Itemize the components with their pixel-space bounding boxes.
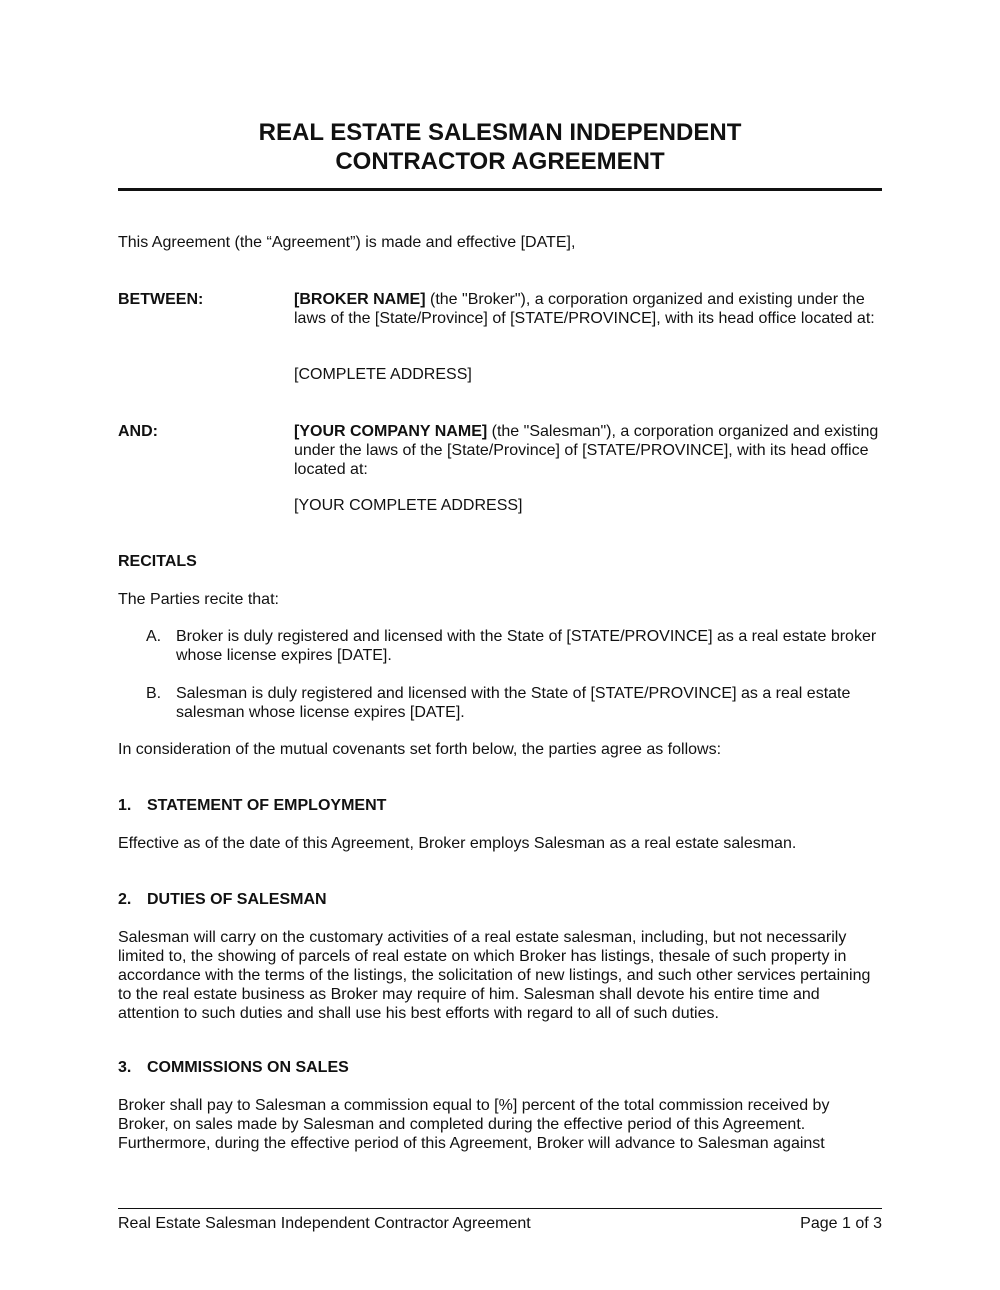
title-line-2: CONTRACTOR AGREEMENT — [335, 148, 665, 175]
section-1-title: STATEMENT OF EMPLOYMENT — [147, 797, 387, 814]
recitals-heading: RECITALS — [118, 553, 197, 570]
section-2-body: Salesman will carry on the customary activities of a real estate salesman, including, but not necessarily limited to, the showing of parcels of real estate on which Broker has listings, thesale of such property in accordance with the terms of the listings, the solicitation of new listings, and such other services pertaining to the real estate business as Broker may require of him. Salesman shall devote his entire time and attention to such duties and shall use his best efforts with regard to all of such duties. — [118, 929, 871, 1022]
title-divider — [118, 188, 882, 191]
broker-address: [COMPLETE ADDRESS] — [294, 366, 472, 383]
section-3-number: 3. — [118, 1059, 132, 1076]
footer-page-number: Page 1 of 3 — [800, 1215, 882, 1232]
consideration-paragraph: In consideration of the mutual covenants set forth below, the parties agree as follows: — [118, 741, 722, 758]
broker-description: (the "Broker"), a corporation organized and existing under the laws of the [State/Province] of [STATE/PROVINCE], with its head office located at: — [294, 291, 875, 327]
recital-marker-a: A. — [146, 628, 162, 645]
section-3-body: Broker shall pay to Salesman a commission equal to [%] percent of the total commission received by Broker, on sales made by Salesman and completed during the effective period of this Agreement. Furthermore, during the effective period of this Agreement, Broker will advance to Salesman against — [118, 1097, 830, 1152]
broker-name: [BROKER NAME] — [294, 291, 426, 308]
footer-divider — [118, 1208, 882, 1209]
section-1-number: 1. — [118, 797, 132, 814]
and-party-text — [294, 422, 884, 479]
recital-item-b: Salesman is duly registered and licensed with the State of [STATE/PROVINCE] as a real estate salesman whose license expires [DATE]. — [176, 685, 851, 721]
company-description: (the "Salesman"), a corporation organized and existing under the laws of the [State/Province] of [STATE/PROVINCE], with its head office located at: — [294, 423, 879, 478]
document-title — [118, 118, 882, 176]
section-2-number: 2. — [118, 891, 132, 908]
between-label: BETWEEN: — [118, 291, 204, 308]
recitals-lead: The Parties recite that: — [118, 591, 279, 608]
title-line-1: REAL ESTATE SALESMAN INDEPENDENT — [258, 119, 742, 146]
company-name: [YOUR COMPANY NAME] — [294, 423, 488, 440]
intro-paragraph: This Agreement (the “Agreement”) is made and effective [DATE], — [118, 234, 576, 251]
recital-marker-b: B. — [146, 685, 162, 702]
and-label: AND: — [118, 423, 158, 440]
section-3-title: COMMISSIONS ON SALES — [147, 1059, 349, 1076]
recital-item-a: Broker is duly registered and licensed with the State of [STATE/PROVINCE] as a real estate broker whose license expires [DATE]. — [176, 628, 877, 664]
section-2-title: DUTIES OF SALESMAN — [147, 891, 327, 908]
company-address: [YOUR COMPLETE ADDRESS] — [294, 497, 523, 514]
footer-document-title: Real Estate Salesman Independent Contractor Agreement — [118, 1215, 531, 1232]
section-1-body: Effective as of the date of this Agreement, Broker employs Salesman as a real estate salesman. — [118, 835, 797, 852]
between-party-text — [294, 290, 884, 328]
